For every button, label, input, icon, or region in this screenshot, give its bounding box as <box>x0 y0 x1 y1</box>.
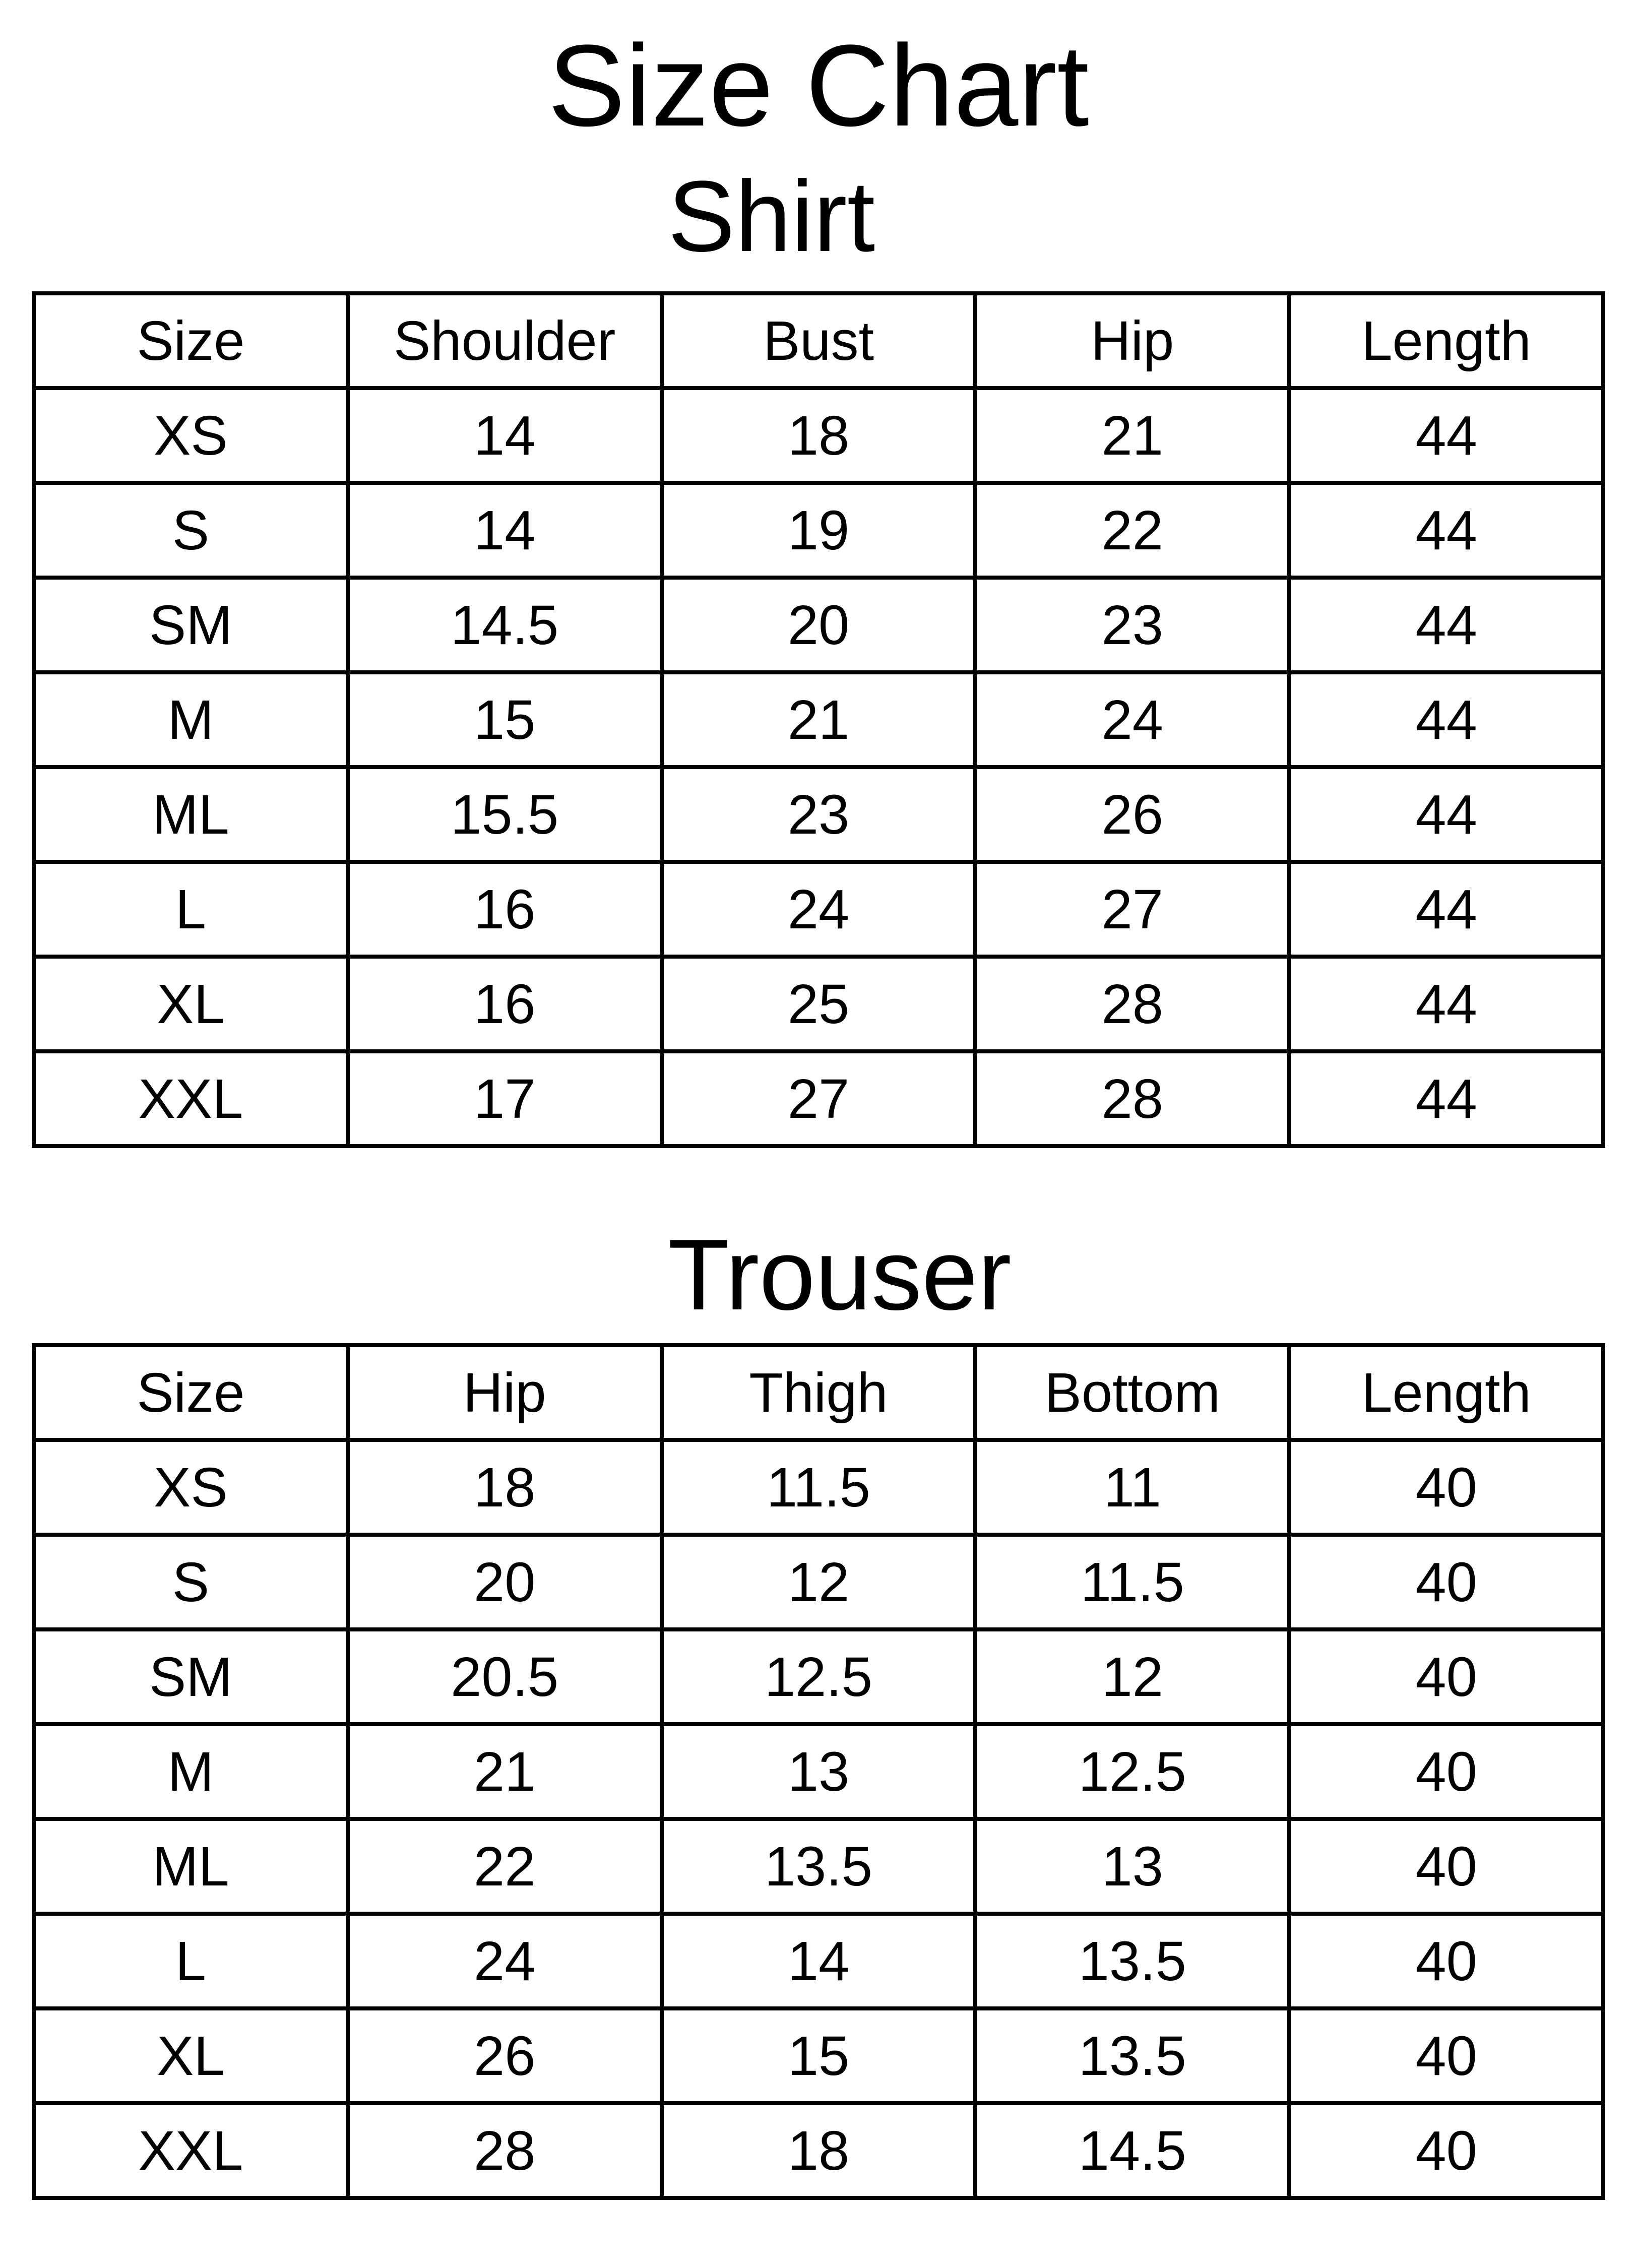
column-header: Bust <box>662 293 976 388</box>
column-header: Thigh <box>662 1345 976 1440</box>
table-cell: ML <box>34 1819 348 1914</box>
table-cell: 13.5 <box>975 1914 1289 2008</box>
table-cell: 14 <box>348 388 662 483</box>
table-cell: XL <box>34 957 348 1051</box>
table-cell: 27 <box>662 1051 976 1146</box>
table-cell: 23 <box>975 578 1289 672</box>
table-cell: 44 <box>1289 483 1603 578</box>
table-cell: 14.5 <box>975 2103 1289 2198</box>
table-cell: 40 <box>1289 1535 1603 1629</box>
table-row <box>34 1535 1603 1629</box>
table-cell: 40 <box>1289 1629 1603 1724</box>
column-header: Hip <box>348 1345 662 1440</box>
table-cell: 14 <box>348 483 662 578</box>
table-row <box>34 1051 1603 1146</box>
table-cell: XXL <box>34 2103 348 2198</box>
table-cell: 21 <box>975 388 1289 483</box>
table-cell: S <box>34 1535 348 1629</box>
table-row <box>34 767 1603 862</box>
table-cell: 22 <box>348 1819 662 1914</box>
table-cell: M <box>34 672 348 767</box>
table-cell: 15 <box>662 2008 976 2103</box>
table-cell: 20 <box>348 1535 662 1629</box>
table-row <box>34 578 1603 672</box>
table-cell: L <box>34 862 348 957</box>
table-cell: 40 <box>1289 2103 1603 2198</box>
table-row <box>34 1914 1603 2008</box>
column-header: Size <box>34 293 348 388</box>
column-header: Size <box>34 1345 348 1440</box>
table-row <box>34 388 1603 483</box>
table-row <box>34 483 1603 578</box>
table-cell: 11.5 <box>662 1440 976 1535</box>
table-cell: 44 <box>1289 862 1603 957</box>
column-header: Hip <box>975 293 1289 388</box>
table-cell: L <box>34 1914 348 2008</box>
table-row <box>34 1629 1603 1724</box>
table-cell: 14.5 <box>348 578 662 672</box>
table-cell: 44 <box>1289 1051 1603 1146</box>
table-cell: 20 <box>662 578 976 672</box>
table-cell: XXL <box>34 1051 348 1146</box>
table-cell: 40 <box>1289 1914 1603 2008</box>
table-cell: 18 <box>662 2103 976 2198</box>
table-header-row <box>34 293 1603 388</box>
column-header: Shoulder <box>348 293 662 388</box>
table-cell: SM <box>34 1629 348 1724</box>
table-row <box>34 672 1603 767</box>
table-cell: 18 <box>662 388 976 483</box>
table-cell: SM <box>34 578 348 672</box>
table-cell: 44 <box>1289 767 1603 862</box>
table-cell: 17 <box>348 1051 662 1146</box>
table-cell: 11 <box>975 1440 1289 1535</box>
table-header-row <box>34 1345 1603 1440</box>
trouser-size-table <box>32 1343 1605 2200</box>
table-cell: 28 <box>975 1051 1289 1146</box>
table-cell: 19 <box>662 483 976 578</box>
table-cell: 40 <box>1289 1440 1603 1535</box>
table-row <box>34 1440 1603 1535</box>
table-cell: 21 <box>348 1724 662 1819</box>
table-cell: 24 <box>662 862 976 957</box>
table-cell: XS <box>34 1440 348 1535</box>
table-cell: 13 <box>662 1724 976 1819</box>
table-cell: 24 <box>975 672 1289 767</box>
table-cell: 21 <box>662 672 976 767</box>
table-cell: 13.5 <box>975 2008 1289 2103</box>
table-cell: 44 <box>1289 388 1603 483</box>
table-cell: 11.5 <box>975 1535 1289 1629</box>
column-header: Length <box>1289 1345 1603 1440</box>
table-cell: ML <box>34 767 348 862</box>
trouser-heading: Trouser <box>668 1219 1012 1331</box>
table-cell: 40 <box>1289 2008 1603 2103</box>
table-cell: 40 <box>1289 1724 1603 1819</box>
table-cell: 27 <box>975 862 1289 957</box>
table-cell: S <box>34 483 348 578</box>
shirt-size-table <box>32 291 1605 1148</box>
table-cell: 44 <box>1289 578 1603 672</box>
table-cell: 15 <box>348 672 662 767</box>
column-header: Length <box>1289 293 1603 388</box>
table-cell: M <box>34 1724 348 1819</box>
table-cell: 26 <box>975 767 1289 862</box>
table-cell: 20.5 <box>348 1629 662 1724</box>
table-cell: 13.5 <box>662 1819 976 1914</box>
column-header: Bottom <box>975 1345 1289 1440</box>
table-cell: 12 <box>662 1535 976 1629</box>
table-row <box>34 862 1603 957</box>
table-row <box>34 1724 1603 1819</box>
table-cell: 22 <box>975 483 1289 578</box>
table-cell: 26 <box>348 2008 662 2103</box>
table-row <box>34 957 1603 1051</box>
table-cell: 16 <box>348 957 662 1051</box>
table-cell: 16 <box>348 862 662 957</box>
table-cell: XS <box>34 388 348 483</box>
table-cell: 28 <box>975 957 1289 1051</box>
table-cell: 44 <box>1289 957 1603 1051</box>
shirt-heading: Shirt <box>668 160 875 273</box>
table-cell: 14 <box>662 1914 976 2008</box>
table-row <box>34 2103 1603 2198</box>
table-row <box>34 1819 1603 1914</box>
page-title: Size Chart <box>548 21 1089 150</box>
table-cell: 25 <box>662 957 976 1051</box>
table-cell: 12.5 <box>662 1629 976 1724</box>
table-cell: 13 <box>975 1819 1289 1914</box>
table-cell: XL <box>34 2008 348 2103</box>
table-cell: 24 <box>348 1914 662 2008</box>
table-cell: 12.5 <box>975 1724 1289 1819</box>
table-cell: 40 <box>1289 1819 1603 1914</box>
table-cell: 23 <box>662 767 976 862</box>
table-cell: 18 <box>348 1440 662 1535</box>
table-row <box>34 2008 1603 2103</box>
table-cell: 15.5 <box>348 767 662 862</box>
table-cell: 28 <box>348 2103 662 2198</box>
table-cell: 12 <box>975 1629 1289 1724</box>
table-cell: 44 <box>1289 672 1603 767</box>
